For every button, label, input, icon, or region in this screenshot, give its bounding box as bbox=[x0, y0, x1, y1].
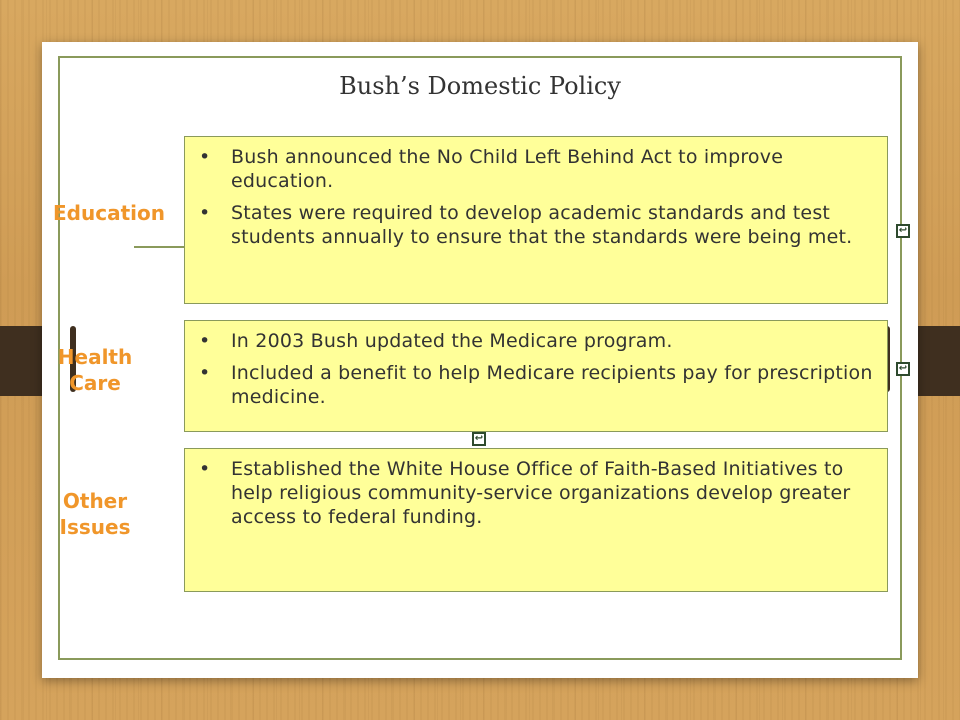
health-care-bullet-1: • In 2003 Bush updated the Medicare program. bbox=[197, 329, 877, 353]
link-marker-icon[interactable]: ↩ bbox=[472, 432, 486, 446]
other-issues-bullet-1: • Established the White House Office of Faith-Based Initiatives to help religious community-service organizations develop greater access to federal funding. bbox=[197, 457, 877, 529]
education-bullet-2: • States were required to develop academic standards and test students annually to ensure that the standards were being met. bbox=[197, 201, 877, 249]
section-label-health-care bbox=[40, 344, 150, 396]
link-marker-icon[interactable]: ↩ bbox=[896, 224, 910, 238]
other-issues-bullet-list bbox=[197, 457, 877, 529]
health-care-bullet-2: • Included a benefit to help Medicare recipients pay for prescription medicine. bbox=[197, 361, 877, 409]
link-marker-icon[interactable]: ↩ bbox=[896, 362, 910, 376]
education-bullet-list bbox=[197, 145, 877, 249]
education-connector-line bbox=[134, 246, 184, 248]
education-bullet-1: • Bush announced the No Child Left Behind Act to improve education. bbox=[197, 145, 877, 193]
other-issues-box bbox=[184, 448, 888, 592]
section-label-education: Education bbox=[53, 201, 165, 225]
health-care-label-line-1: Health bbox=[57, 345, 133, 369]
education-box bbox=[184, 136, 888, 304]
health-care-bullet-list bbox=[197, 329, 877, 409]
health-care-box bbox=[184, 320, 888, 432]
other-issues-label-line-1: Other bbox=[62, 489, 128, 513]
section-label-other-issues bbox=[40, 488, 150, 540]
slide-title: Bush’s Domestic Policy bbox=[339, 72, 621, 100]
other-issues-label-line-2: Issues bbox=[59, 515, 131, 539]
health-care-label-line-2: Care bbox=[69, 371, 121, 395]
